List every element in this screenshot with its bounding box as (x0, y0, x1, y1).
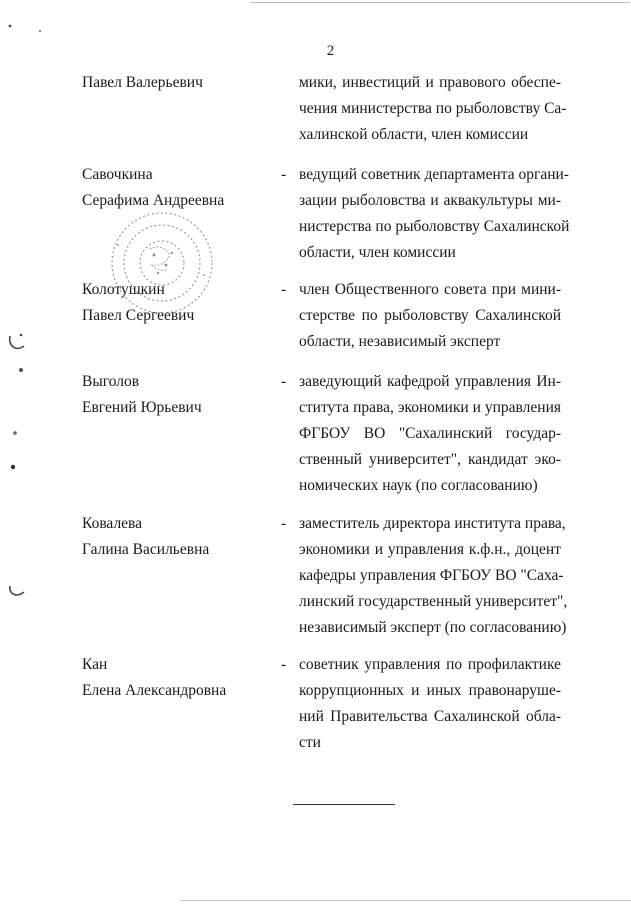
member-name (82, 70, 282, 96)
scan-speck-mark (6, 20, 46, 40)
description-line: кафедры управления ФГБОУ ВО "Саха- (299, 567, 564, 584)
member-description (299, 277, 561, 355)
description-line: заместитель директора института права, (299, 515, 566, 532)
member-name (82, 652, 282, 704)
description-line: сти (299, 734, 321, 751)
description-line: мики, инвестиций и правового обеспе- (299, 74, 561, 91)
scan-speck-mark (16, 365, 26, 375)
member-name-line: Колотушкин (82, 281, 165, 298)
scan-speck-mark (10, 428, 20, 438)
description-line: халинской области, член комиссии (299, 126, 529, 143)
member-description (299, 70, 567, 148)
description-line: области, независимый эксперт (299, 333, 501, 350)
description-line: коррупционных и иных правонаруше- (299, 682, 561, 699)
member-name-line: Савочкина (82, 166, 153, 183)
entry-dash: - (281, 515, 287, 532)
member-name (82, 369, 282, 421)
member-name (82, 277, 282, 329)
entry-dash: - (281, 373, 287, 390)
hole-punch-mark (6, 582, 30, 602)
page-number: 2 (326, 43, 335, 59)
description-line: нистерства по рыболовству Сахалинской (299, 218, 570, 235)
description-line: заведующий кафедрой управления Ин- (299, 373, 561, 390)
entry-dash: - (281, 166, 287, 183)
description-line: области, член комиссии (299, 244, 456, 261)
entry-dash: - (281, 281, 287, 298)
member-name (82, 511, 282, 563)
member-name-line: Елена Александровна (82, 682, 227, 699)
scan-edge-top (250, 2, 630, 3)
member-name-line: Серафима Андреевна (82, 192, 225, 209)
description-line: независимый эксперт (по согласованию) (299, 619, 567, 636)
description-line: ведущий советник департамента органи- (299, 166, 569, 183)
description-line: номических наук (по согласованию) (299, 477, 538, 494)
scan-edge-bottom (180, 900, 631, 901)
member-name-line: Кан (82, 656, 108, 673)
description-line: ний Правительства Сахалинской обла- (299, 708, 561, 725)
description-line: ФГБОУ ВО "Сахалинский государ- (299, 425, 561, 442)
description-line: чения министерства по рыболовству Са- (299, 100, 567, 117)
member-name-line: Евгений Юрьевич (82, 399, 202, 416)
member-name-line: Павел Сергеевич (82, 307, 195, 324)
member-name-line: Павел Валерьевич (82, 74, 203, 91)
description-line: линский государственный университет", (299, 593, 568, 610)
entry-dash: - (281, 656, 287, 673)
member-name-line: Выголов (82, 373, 140, 390)
member-name-line: Галина Васильевна (82, 541, 210, 558)
member-name-line: Ковалева (82, 515, 143, 532)
description-line: член Общественного совета при мини- (299, 281, 561, 298)
closing-rule (293, 804, 395, 805)
description-line: ственный университет", кандидат эко- (299, 451, 561, 468)
member-description (299, 652, 561, 756)
description-line: советник управления по профилактике (299, 656, 561, 673)
hole-punch-mark (6, 330, 30, 356)
scan-speck-mark (8, 462, 18, 472)
description-line: ститута права, экономики и управления (299, 399, 561, 416)
description-line: экономики и управления к.ф.н., доцент (299, 541, 561, 558)
member-description (299, 369, 561, 499)
member-description (299, 162, 570, 266)
description-line: зации рыболовства и аквакультуры ми- (299, 192, 561, 209)
member-description (299, 511, 568, 641)
description-line: стерстве по рыболовству Сахалинской (299, 307, 561, 324)
